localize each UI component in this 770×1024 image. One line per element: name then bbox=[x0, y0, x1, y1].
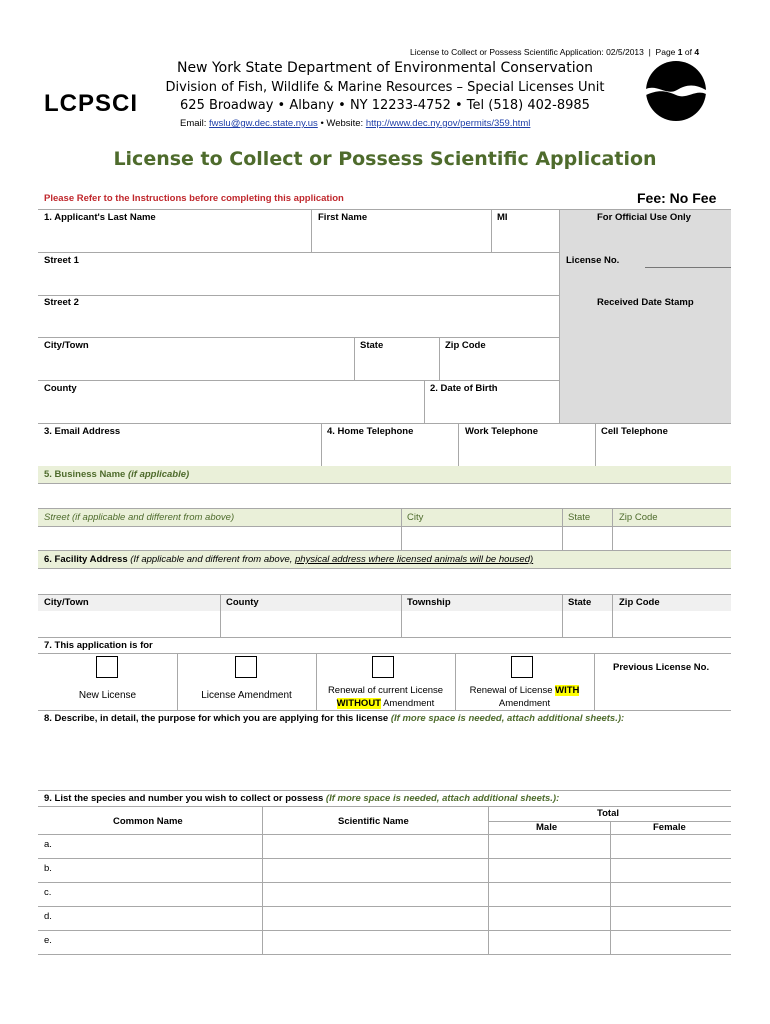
business-name-label: 5. Business Name (if applicable) bbox=[44, 469, 190, 480]
female-header: Female bbox=[653, 822, 686, 833]
form-code: LCPSCI bbox=[44, 90, 139, 117]
work-telephone-label: Work Telephone bbox=[465, 426, 539, 437]
total-header: Total bbox=[597, 808, 619, 819]
species-label: 9. List the species and number you wish to collect or possess (If more space is needed, attach additional sheets.): bbox=[44, 793, 560, 804]
male-header: Male bbox=[536, 822, 558, 833]
website-link[interactable]: http://www.dec.ny.gov/permits/359.html bbox=[365, 118, 531, 129]
page-header-line: License to Collect or Possess Scientific Application: 02/5/2013 | Page 1 of 4 bbox=[410, 47, 700, 57]
instructions-note: Please Refer to the Instructions before completing this application bbox=[44, 193, 344, 204]
agency-name: New York State Department of Environmental Conservation bbox=[176, 60, 594, 76]
street2-label: Street 2 bbox=[44, 297, 79, 308]
renewal-with-amendment-checkbox[interactable] bbox=[511, 656, 533, 678]
email-link[interactable]: fwslu@gw.dec.state.ny.us bbox=[209, 118, 318, 129]
first-name-label: First Name bbox=[318, 212, 368, 223]
business-state-label: State bbox=[568, 512, 591, 523]
website-label: • Website: bbox=[320, 118, 364, 129]
renewal-with-option: Renewal of License WITH Amendment bbox=[469, 685, 580, 709]
renewal-without-option: Renewal of current License WITHOUT Amendment bbox=[327, 685, 444, 709]
mi-label: MI bbox=[497, 212, 508, 223]
scientific-name-header: Scientific Name bbox=[338, 816, 409, 827]
facility-city-label: City/Town bbox=[44, 597, 89, 608]
page-of: of bbox=[684, 47, 692, 57]
previous-license-input[interactable] bbox=[597, 680, 729, 708]
page-total: 4 bbox=[694, 47, 700, 57]
page-label: Page bbox=[655, 47, 676, 57]
purpose-textarea[interactable] bbox=[38, 728, 731, 790]
license-amendment-option: License Amendment bbox=[201, 690, 292, 701]
street1-label: Street 1 bbox=[44, 255, 79, 266]
purpose-label: 8. Describe, in detail, the purpose for which you are applying for this license (If more space is needed, attach additional sheets.): bbox=[44, 713, 625, 724]
agency-division: Division of Fish, Wildlife & Marine Resources – Special Licenses Unit bbox=[165, 80, 605, 95]
home-telephone-label: 4. Home Telephone bbox=[327, 426, 414, 437]
business-zip-label: Zip Code bbox=[619, 512, 658, 523]
business-city-label: City bbox=[407, 512, 424, 523]
license-no-label: License No. bbox=[566, 255, 620, 266]
new-license-checkbox[interactable] bbox=[96, 656, 118, 678]
facility-address-label: 6. Facility Address (If applicable and different from above, physical address where licensed animals will be housed) bbox=[44, 554, 534, 565]
form-revision: License to Collect or Possess Scientific Application: 02/5/2013 bbox=[410, 47, 644, 57]
species-row-label: a. bbox=[44, 839, 52, 850]
new-license-option: New License bbox=[78, 690, 137, 701]
license-no-line bbox=[645, 267, 731, 268]
county-label: County bbox=[44, 383, 77, 394]
species-row-label: e. bbox=[44, 935, 52, 946]
fee-label: Fee: No Fee bbox=[637, 190, 717, 206]
state-label: State bbox=[360, 340, 384, 351]
previous-license-label: Previous License No. bbox=[613, 662, 710, 673]
renewal-without-amendment-checkbox[interactable] bbox=[372, 656, 394, 678]
agency-address: 625 Broadway • Albany • NY 12233-4752 • Tel (518) 402-8985 bbox=[180, 98, 590, 113]
contact-line bbox=[180, 118, 530, 129]
page-number: 1 bbox=[677, 47, 683, 57]
last-name-label: 1. Applicant's Last Name bbox=[44, 212, 156, 223]
city-town-label: City/Town bbox=[44, 340, 89, 351]
official-use-heading: For Official Use Only bbox=[597, 212, 691, 223]
species-row-label: c. bbox=[44, 887, 52, 898]
facility-zip-label: Zip Code bbox=[619, 597, 660, 608]
species-row-label: b. bbox=[44, 863, 52, 874]
dec-logo-icon bbox=[645, 60, 707, 122]
first-name-input[interactable] bbox=[311, 225, 559, 252]
form-title: License to Collect or Possess Scientific Application bbox=[113, 148, 657, 170]
received-date-stamp-label: Received Date Stamp bbox=[597, 297, 694, 308]
application-type-label: 7. This application is for bbox=[44, 640, 153, 651]
license-amendment-checkbox[interactable] bbox=[235, 656, 257, 678]
business-street-label: Street (if applicable and different from above) bbox=[44, 512, 235, 523]
date-of-birth-label: 2. Date of Birth bbox=[430, 383, 498, 394]
email-address-label: 3. Email Address bbox=[44, 426, 121, 437]
facility-county-label: County bbox=[226, 597, 259, 608]
cell-telephone-label: Cell Telephone bbox=[601, 426, 668, 437]
facility-state-label: State bbox=[568, 597, 592, 608]
email-label: Email: bbox=[180, 118, 207, 129]
facility-township-label: Township bbox=[407, 597, 451, 608]
common-name-header: Common Name bbox=[113, 816, 183, 827]
zip-code-label: Zip Code bbox=[445, 340, 486, 351]
official-use-block bbox=[559, 209, 731, 424]
species-row-label: d. bbox=[44, 911, 52, 922]
